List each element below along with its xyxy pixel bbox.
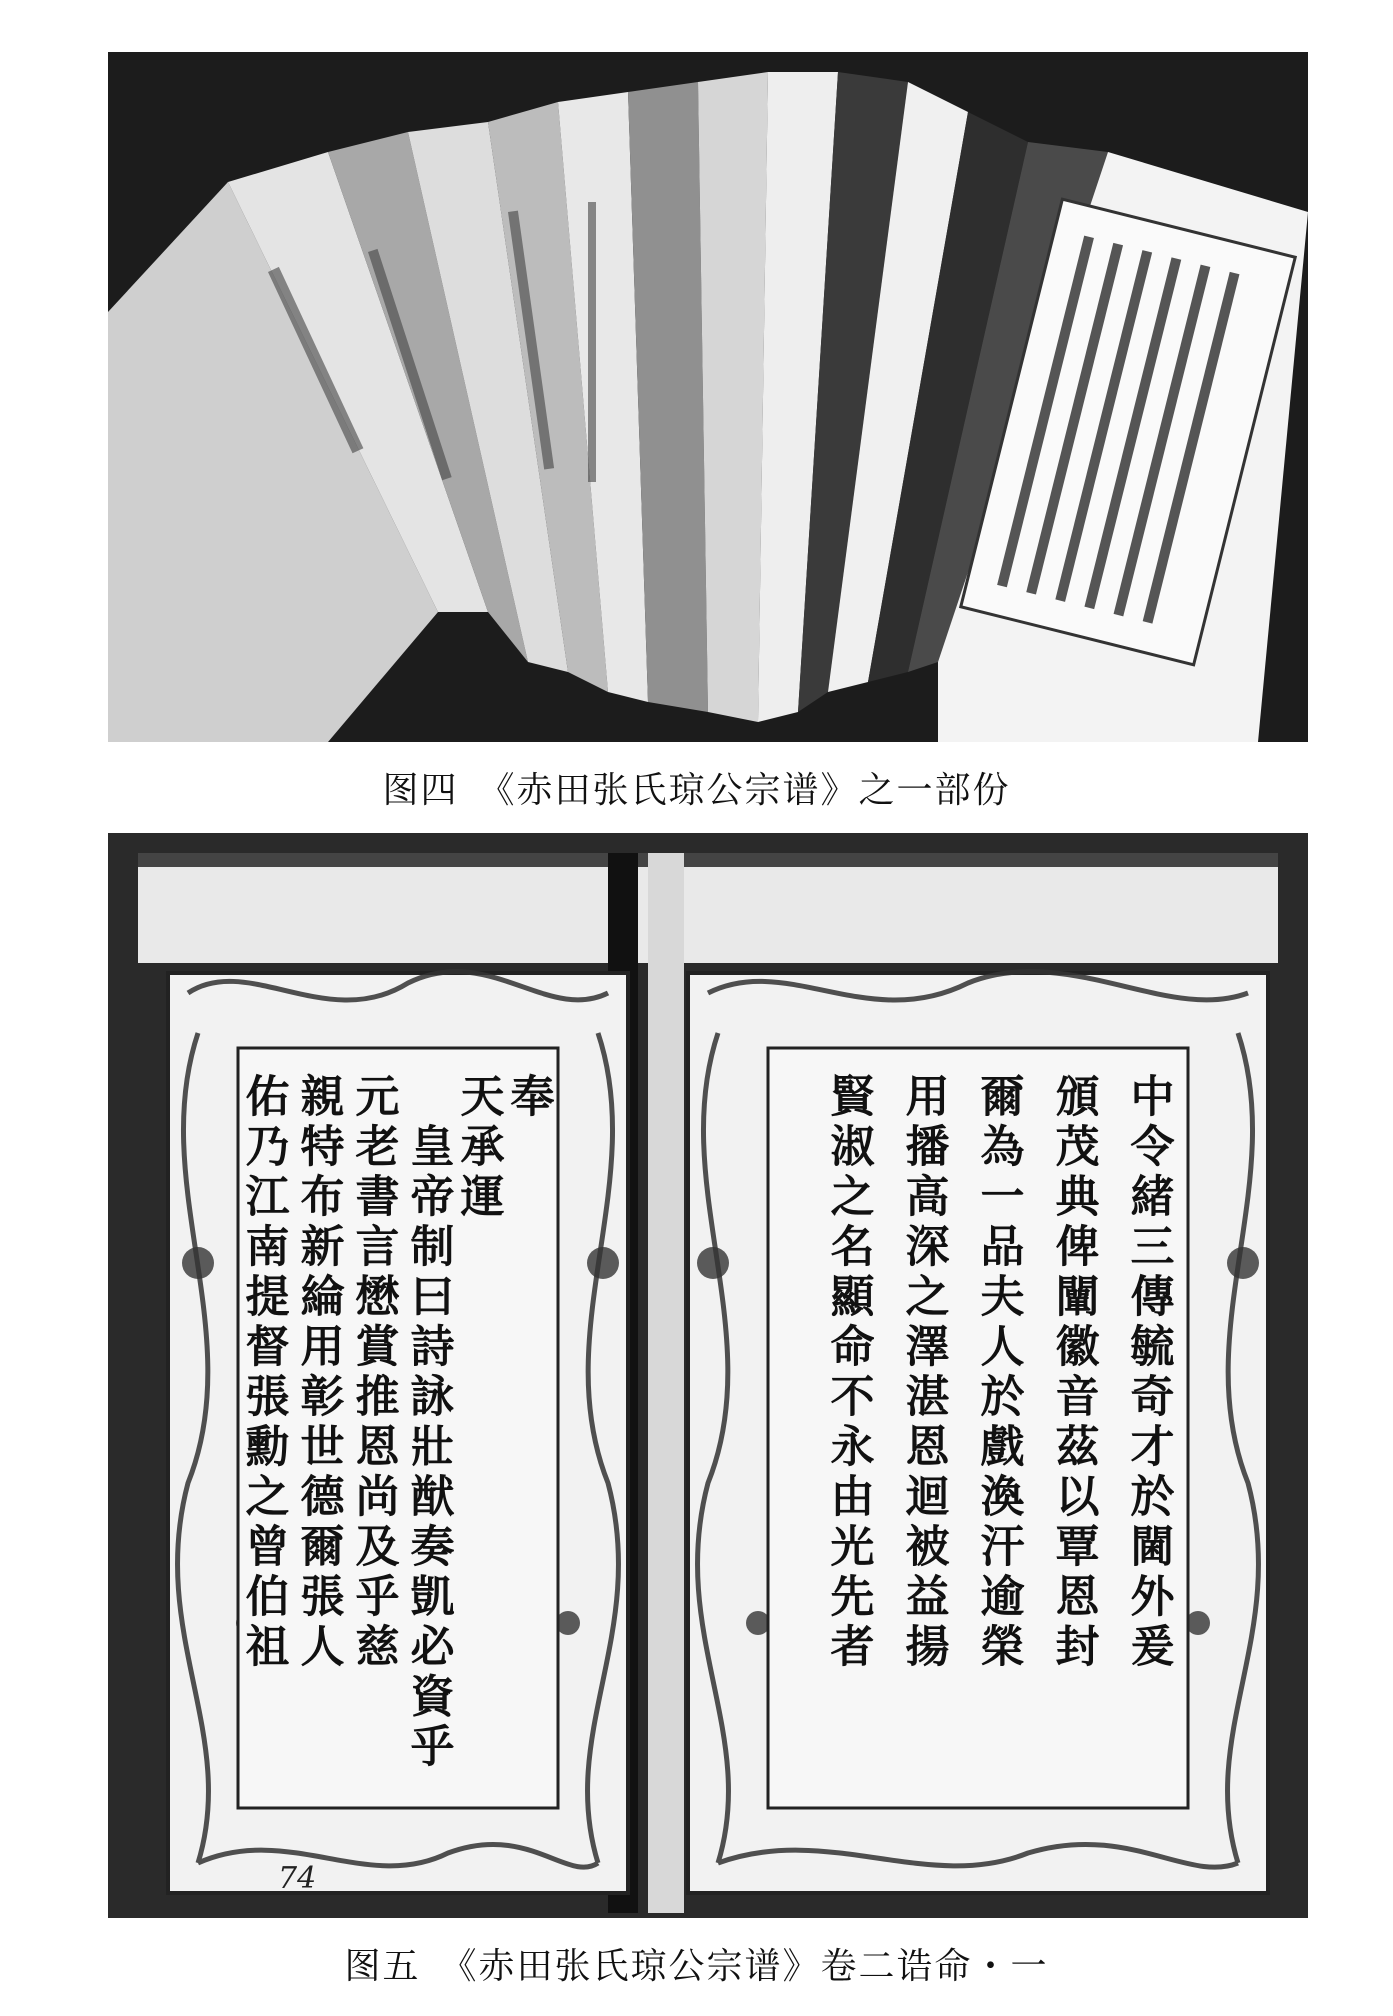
figure-4-photo — [108, 52, 1308, 742]
right-col-4: 用播高深之澤湛恩迴被益揚 — [897, 1073, 949, 1673]
fanned-books-image — [108, 52, 1308, 742]
right-col-1: 中令緒三傳毓奇才於閫外爰 — [1122, 1073, 1174, 1673]
page-number: 74 — [278, 1861, 317, 1896]
right-col-5: 賢淑之名顯命不永由光先者 — [822, 1073, 874, 1673]
figure-5-photo — [108, 833, 1308, 1918]
right-col-3: 爾為一品夫人於戲渙汗逾榮 — [972, 1073, 1024, 1673]
left-col-1: 奉 — [502, 1073, 554, 1123]
left-col-2: 天承運 — [452, 1073, 504, 1223]
left-col-5: 親特布新綸用彰世德爾張人 — [292, 1073, 344, 1673]
figure-4-caption: 图四 《赤田张氏琼公宗谱》之一部份 — [382, 770, 1011, 811]
open-book-image — [108, 833, 1308, 1918]
left-col-6: 佑乃江南提督張勳之曾伯祖 — [237, 1073, 289, 1673]
figure-5-caption: 图五 《赤田张氏琼公宗谱》卷二诰命・一 — [344, 1946, 1049, 1987]
left-col-3: 皇帝制曰詩詠壯猷奏凱必資乎 — [402, 1123, 454, 1773]
right-col-2: 頒茂典俾闡徽音茲以覃恩封 — [1047, 1073, 1099, 1673]
left-col-4: 元老書言懋賞推恩尚及乎慈 — [347, 1073, 399, 1673]
